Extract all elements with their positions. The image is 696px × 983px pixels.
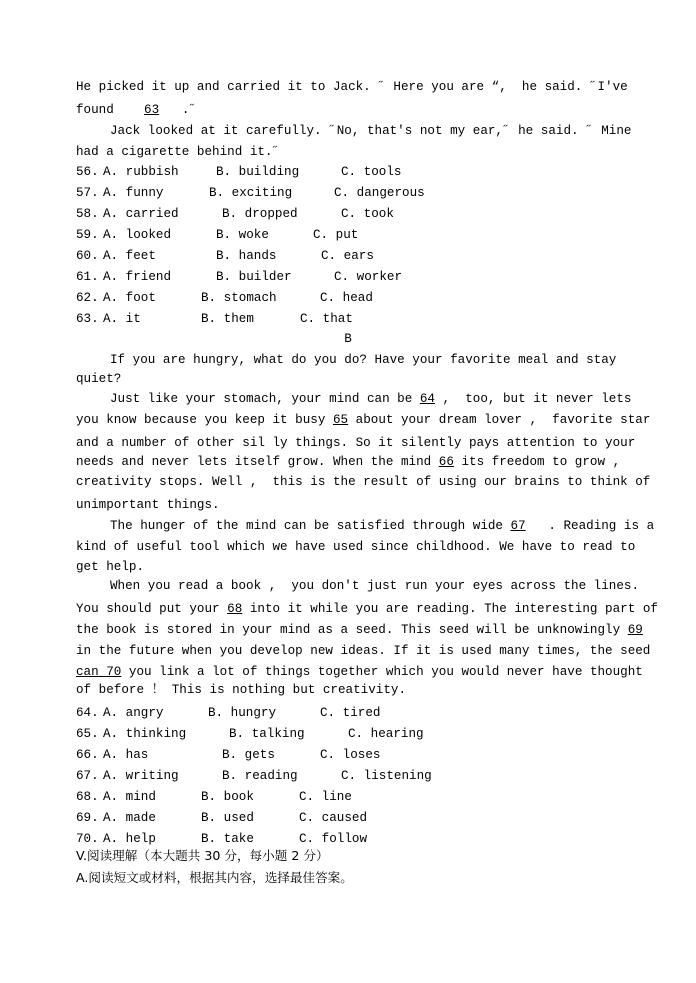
passage-b-line — [76, 412, 650, 428]
question-number: 56. — [76, 165, 99, 179]
text-segment: The hunger of the mind can be satisfied through wide — [110, 519, 511, 533]
passage-b-line: creativity stops. Well , this is the result of using our brains to think of — [76, 475, 651, 489]
option-a: A. carried — [103, 207, 179, 221]
text-segment: , too, but it never lets — [434, 392, 632, 406]
text-segment: the book is stored in your mind as a seed. This seed will be unknowingly — [76, 623, 628, 637]
option-c: C. line — [299, 790, 352, 804]
option-c: C. dangerous — [334, 186, 425, 200]
option-a: A. has — [103, 748, 149, 762]
question-number: 60. — [76, 249, 99, 263]
blank-63: 63 — [144, 103, 160, 117]
option-a: A. rubbish — [103, 165, 179, 179]
option-c: C. caused — [299, 811, 368, 825]
passage-b-line: kind of useful tool which we have used since childhood. We have to read to — [76, 540, 636, 554]
passage-b-line: get help. — [76, 560, 145, 574]
option-c: C. worker — [334, 270, 403, 284]
question-number: 65. — [76, 727, 99, 741]
option-c: C. tools — [341, 165, 402, 179]
text-segment: You should put your — [76, 602, 228, 616]
passage-b-line: and a number of other sil ly things. So it silently pays attention to your — [76, 436, 636, 450]
passage-a-line: had a cigarette behind it.˝ — [76, 145, 281, 159]
passage-b-line — [110, 391, 631, 407]
option-a: A. mind — [103, 790, 156, 804]
text-segment: you link a lot of things together which you would never have thought — [121, 665, 643, 679]
passage-b-line: unimportant things. — [76, 498, 220, 512]
question-number: 69. — [76, 811, 99, 825]
passage-b-line: in the future when you develop new ideas. If it is used many times, the seed — [76, 644, 651, 658]
blank-65: 65 — [332, 413, 349, 427]
option-c: C. tired — [320, 706, 381, 720]
text-segment: its freedom to grow , — [453, 455, 621, 469]
blank-70: 70 — [98, 665, 122, 679]
option-a: A. made — [103, 811, 156, 825]
passage-b-line — [76, 664, 643, 680]
question-number: 58. — [76, 207, 99, 221]
text-segment: Just like your stomach, your mind can be — [110, 392, 420, 406]
option-b: B. builder — [216, 270, 292, 284]
question-number: 61. — [76, 270, 99, 284]
option-c: C. hearing — [348, 727, 424, 741]
question-number: 57. — [76, 186, 99, 200]
option-a: A. looked — [103, 228, 172, 242]
option-c: C. loses — [320, 748, 381, 762]
question-number: 67. — [76, 769, 99, 783]
option-b: B. hands — [216, 249, 277, 263]
passage-b-line: If you are hungry, what do you do? Have your favorite meal and stay — [110, 353, 617, 367]
option-c: C. that — [300, 312, 353, 326]
text-segment: can — [76, 665, 99, 679]
option-a: A. friend — [103, 270, 172, 284]
option-a: A. help — [103, 832, 156, 846]
question-number: 62. — [76, 291, 99, 305]
section-b-label: B — [344, 332, 352, 346]
option-a: A. feet — [103, 249, 156, 263]
option-a: A. funny — [103, 186, 164, 200]
text-segment: into it while you are reading. The interesting part of — [242, 602, 658, 616]
question-number: 68. — [76, 790, 99, 804]
blank-67: 67 — [510, 519, 526, 533]
option-c: C. took — [341, 207, 394, 221]
option-a: A. it — [103, 312, 141, 326]
section-v-heading: V.阅读理解（本大题共 30 分，每小题 2 分） — [76, 848, 329, 863]
option-b: B. reading — [222, 769, 298, 783]
option-b: B. dropped — [222, 207, 298, 221]
option-b: B. woke — [216, 228, 269, 242]
option-b: B. take — [201, 832, 254, 846]
passage-b-line — [76, 601, 658, 617]
passage-b-line — [76, 622, 643, 638]
question-number: 59. — [76, 228, 99, 242]
passage-a-line: Jack looked at it carefully. ˝No, that's not my ear,˝ he said. ˝ Mine — [110, 124, 632, 138]
question-number: 66. — [76, 748, 99, 762]
option-a: A. foot — [103, 291, 156, 305]
passage-b-line: quiet? — [76, 372, 122, 386]
option-b: B. exciting — [209, 186, 293, 200]
option-c: C. put — [313, 228, 359, 242]
blank-68: 68 — [227, 602, 243, 616]
text-segment: about your dream lover , favorite star — [348, 413, 651, 427]
option-c: C. ears — [321, 249, 374, 263]
passage-b-line: When you read a book , you don't just run your eyes across the lines. — [110, 579, 640, 593]
option-b: B. gets — [222, 748, 275, 762]
passage-b-line: of before ！ This is nothing but creativity. — [76, 683, 407, 697]
blank-66: 66 — [438, 455, 454, 469]
text-segment: you know because you keep it busy — [76, 413, 333, 427]
passage-b-line — [110, 518, 654, 534]
text-segment: .˝ — [181, 103, 197, 117]
option-b: B. building — [216, 165, 300, 179]
blank-64: 64 — [419, 392, 435, 406]
passage-b-line — [76, 454, 620, 470]
text-segment: needs and never lets itself grow. When the mind — [76, 455, 439, 469]
option-a: A. writing — [103, 769, 179, 783]
option-b: B. used — [201, 811, 254, 825]
text-segment: found — [76, 103, 114, 117]
option-b: B. hungry — [208, 706, 277, 720]
option-b: B. stomach — [201, 291, 277, 305]
blank-69: 69 — [627, 623, 643, 637]
passage-a-line: He picked it up and carried it to Jack. ˝ Here you are “, he said. ˝I've — [76, 80, 628, 94]
option-b: B. talking — [229, 727, 305, 741]
question-number: 63. — [76, 312, 99, 326]
option-a: A. thinking — [103, 727, 187, 741]
option-b: B. book — [201, 790, 254, 804]
question-number: 64. — [76, 706, 99, 720]
option-c: C. listening — [341, 769, 432, 783]
section-v-instruction: A.阅读短文或材料，根据其内容，选择最佳答案。 — [76, 870, 353, 885]
question-number: 70. — [76, 832, 99, 846]
option-b: B. them — [201, 312, 254, 326]
passage-a-line — [76, 102, 197, 118]
option-c: C. head — [320, 291, 373, 305]
text-segment: . Reading is a — [525, 519, 655, 533]
option-a: A. angry — [103, 706, 164, 720]
option-c: C. follow — [299, 832, 368, 846]
